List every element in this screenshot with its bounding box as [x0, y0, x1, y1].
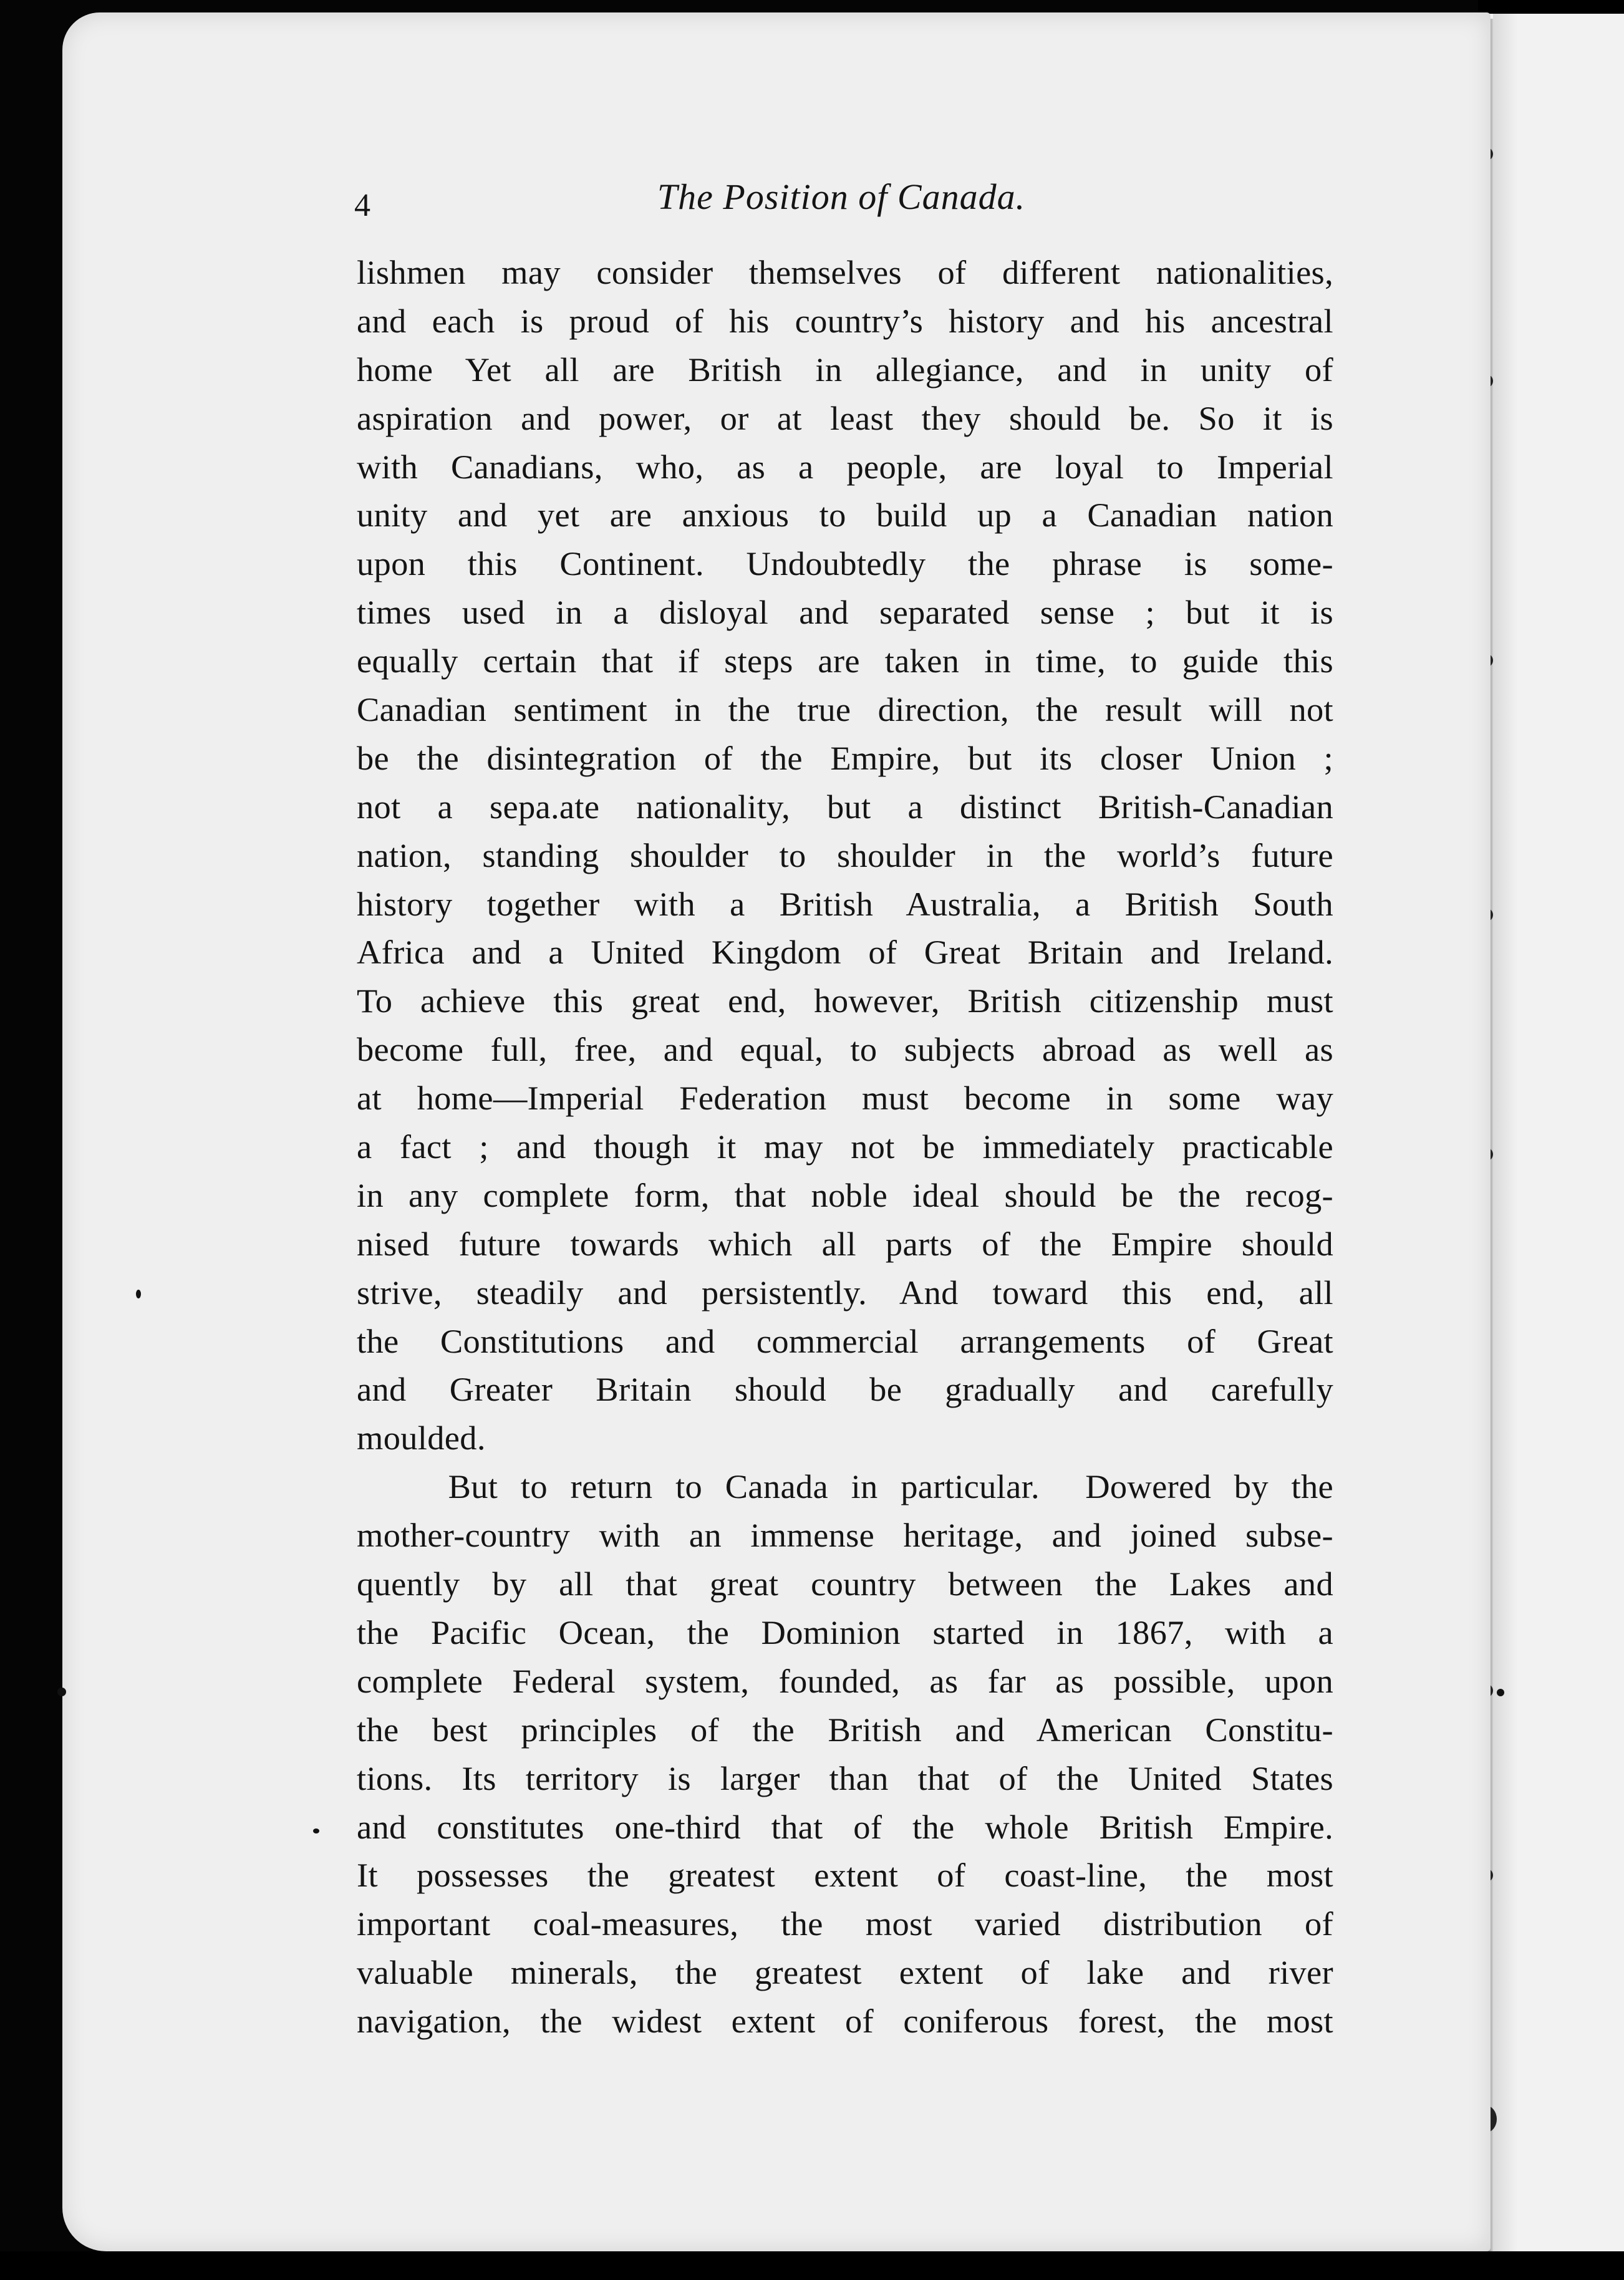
paper-speck — [136, 1290, 141, 1298]
text-line: home Yet all are British in allegiance, and in unity of — [357, 350, 1333, 389]
paper-speck — [313, 1828, 319, 1833]
text-line: the best principles of the British and American Constitu- — [357, 1710, 1333, 1749]
text-line: a fact ; and though it may not be immediately practicable — [357, 1128, 1333, 1166]
text-line: strive, steadily and persistently. And toward this end, all — [357, 1273, 1333, 1311]
text-line: with Canadians, who, as a people, are loyal to Imperial — [357, 447, 1333, 486]
text-line: and Greater Britain should be gradually and carefully — [357, 1370, 1333, 1409]
text-line: upon this Continent. Undoubtedly the phrase is some- — [357, 544, 1333, 583]
text-line: unity and yet are anxious to build up a Canadian nation — [357, 496, 1333, 534]
page-number: 4 — [354, 188, 370, 223]
text-line: be the disintegration of the Empire, but its closer Union ; — [357, 738, 1333, 777]
text-line: the Pacific Ocean, the Dominion started in 1867, with a — [357, 1613, 1333, 1651]
text-line: Canadian sentiment in the true direction, the result will not — [357, 690, 1333, 729]
text-line: important coal-measures, the most varied distribution of — [357, 1905, 1333, 1943]
text-line: quently by all that great country between the Lakes and — [357, 1565, 1333, 1603]
text-line: at home—Imperial Federation must become in some way — [357, 1079, 1333, 1118]
text-line: mother-country with an immense heritage, and joined subse- — [357, 1516, 1333, 1555]
text-line: the Constitutions and commercial arrangements of Great — [357, 1321, 1333, 1360]
text-line: lishmen may consider themselves of different nationalities, — [357, 253, 1333, 291]
text-line: and constitutes one-third that of the whole British Empire. — [357, 1807, 1333, 1846]
paragraph-1 — [357, 248, 1333, 1462]
running-title: The Position of Canada. — [657, 176, 1026, 217]
text-line: nation, standing shoulder to shoulder in the world’s future — [357, 836, 1333, 874]
text-line: To achieve this great end, however, British citizenship must — [357, 982, 1333, 1020]
text-line: not a sepa.ate nationality, but a distinct British-Canadian — [357, 787, 1333, 826]
paper-speck — [57, 1688, 66, 1696]
text-line: aspiration and power, or at least they should be. So it is — [357, 399, 1333, 437]
text-line: But to return to Canada in particular. Dowered by the — [357, 1467, 1333, 1506]
text-line: valuable minerals, the greatest extent of lake and river — [357, 1953, 1333, 1992]
text-line: Africa and a United Kingdom of Great Britain and Ireland. — [357, 933, 1333, 972]
text-line: tions. Its territory is larger than that of the United States — [357, 1759, 1333, 1797]
paragraph-2 — [357, 1462, 1333, 2046]
text-line: in any complete form, that noble ideal should be the recog- — [357, 1176, 1333, 1214]
text-line: times used in a disloyal and separated sense ; but it is — [357, 593, 1333, 632]
scan-top-border — [1478, 0, 1624, 14]
body-text — [357, 248, 1333, 2046]
paper-speck — [1497, 1689, 1504, 1696]
text-line: become full, free, and equal, to subjects abroad as well as — [357, 1030, 1333, 1069]
text-line: moulded. — [357, 1419, 486, 1457]
text-line: history together with a British Australia, a British South — [357, 884, 1333, 923]
text-line: nised future towards which all parts of the Empire should — [357, 1224, 1333, 1263]
text-line: and each is proud of his country’s history and his ancestral — [357, 301, 1333, 340]
scan-bottom-border — [0, 2251, 1624, 2280]
spine-shadow — [1493, 0, 1518, 2280]
text-line: equally certain that if steps are taken in time, to guide this — [357, 642, 1333, 680]
text-line: It possesses the greatest extent of coast-line, the most — [357, 1856, 1333, 1895]
text-line: complete Federal system, founded, as far as possible, upon — [357, 1661, 1333, 1700]
text-line: navigation, the widest extent of coniferous forest, the most — [357, 2002, 1333, 2041]
